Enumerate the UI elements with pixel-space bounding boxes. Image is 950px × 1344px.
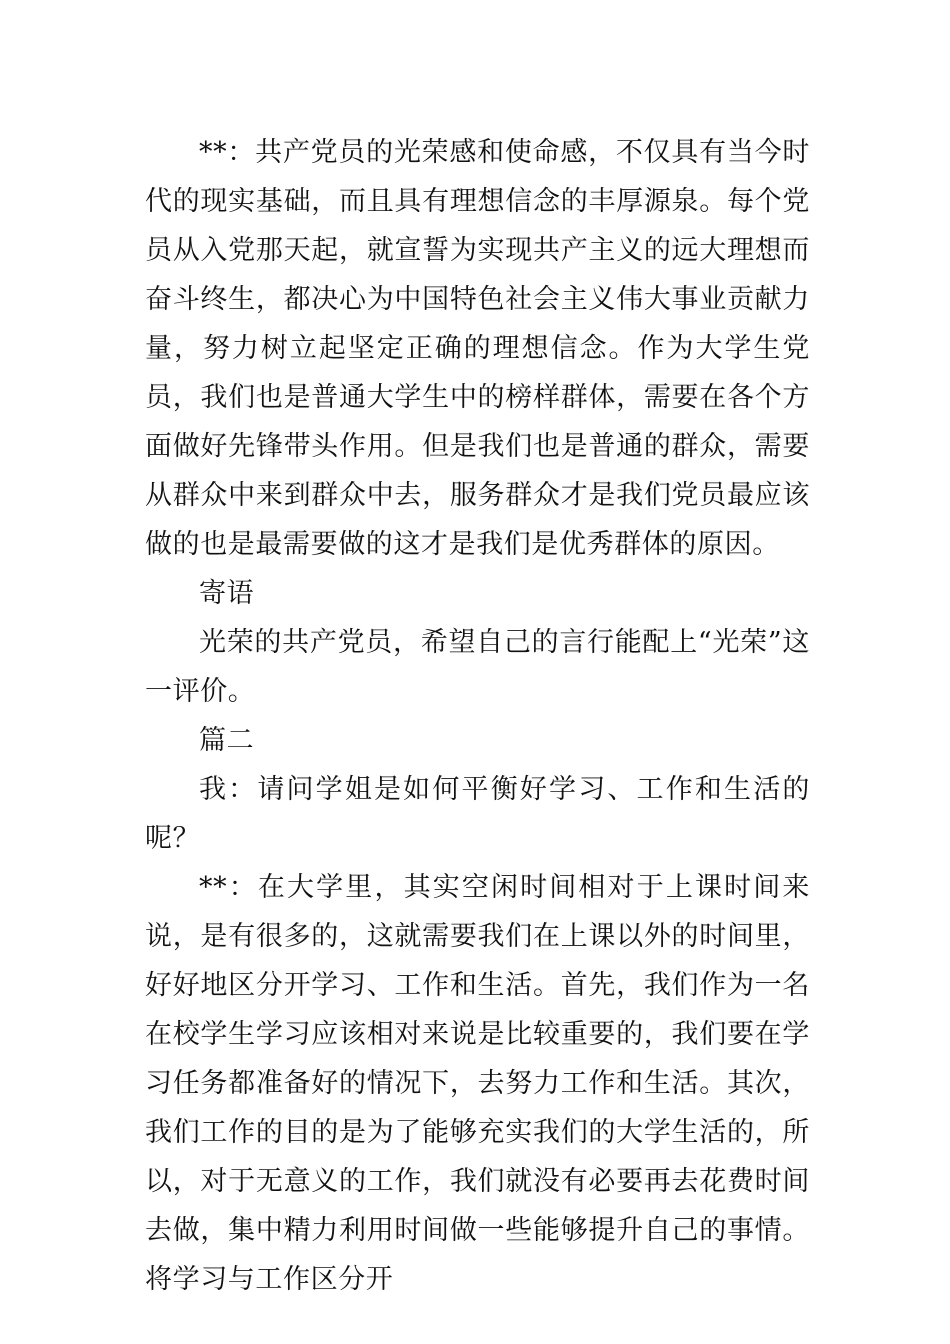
document-body bbox=[145, 128, 810, 1304]
heading-part-two: 篇二 bbox=[199, 725, 255, 756]
paragraph-answer-1: **：共产党员的光荣感和使命感，不仅具有当今时代的现实基础，而且具有理想信念的丰厚源泉。每个党员从入党那天起，就宣誓为实现共产主义的远大理想而奋斗终生，都决心为中国特色社会主义伟大事业贡献力量，努力树立起坚定正确的理想信念。作为大学生党员，我们也是普通大学生中的榜样群体，需要在各个方面做好先锋带头作用。但是我们也是普通的群众，需要从群众中来到群众中去，服务群众才是我们党员最应该做的也是最需要做的这才是我们是优秀群体的原因。 bbox=[145, 137, 810, 560]
paragraph-answer-2: **：在大学里，其实空闲时间相对于上课时间来说，是有很多的，这就需要我们在上课以外的时间里，好好地区分开学习、工作和生活。首先，我们作为一名在校学生学习应该相对来说是比较重要的，我们要在学习任务都准备好的情况下，去努力工作和生活。其次，我们工作的目的是为了能够充实我们的大学生活的，所以，对于无意义的工作，我们就没有必要再去花费时间去做，集中精力利用时间做一些能够提升自己的事情。将学习与工作区分开 bbox=[145, 872, 810, 1295]
paragraph-question: 我：请问学姐是如何平衡好学习、工作和生活的呢？ bbox=[145, 774, 810, 854]
paragraph-message: 光荣的共产党员，希望自己的言行能配上“光荣”这一评价。 bbox=[145, 627, 810, 707]
heading-jiyu: 寄语 bbox=[199, 578, 255, 609]
